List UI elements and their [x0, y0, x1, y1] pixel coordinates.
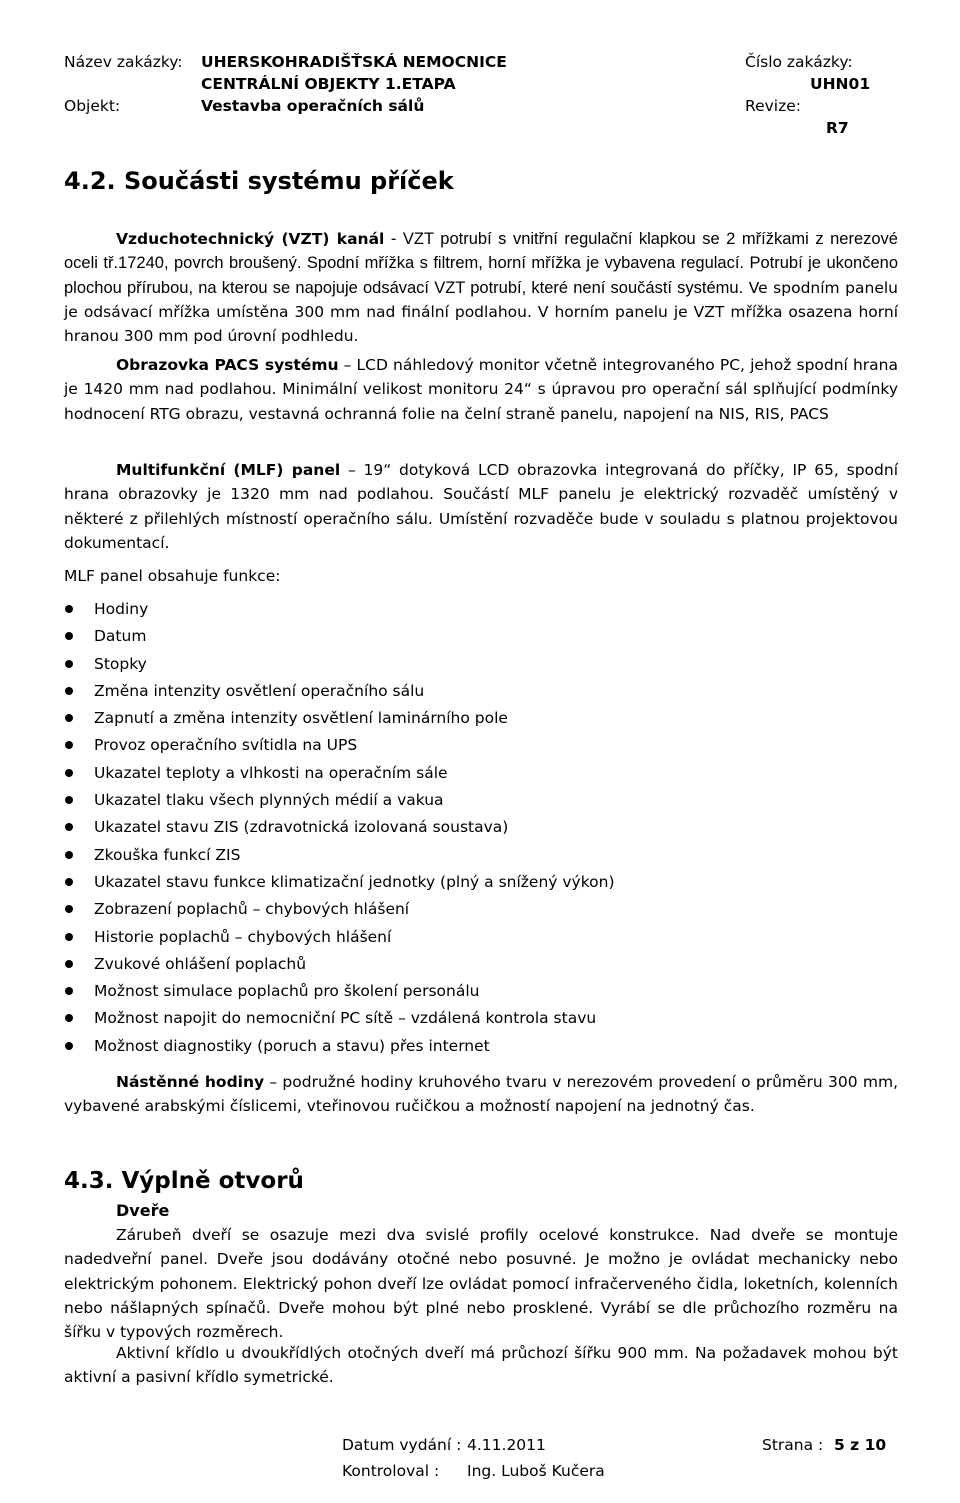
object-label: Objekt:: [64, 97, 121, 115]
doors-paragraph-2: [64, 1341, 898, 1390]
pacs-paragraph: [64, 353, 898, 426]
functions-intro: MLF panel obsahuje funkce:: [64, 567, 281, 585]
vzt-text-2: Ve spodním panelu je odsávací mřížka umístěna 300 mm nad finální podlahou. V horním panelu je VZT mřížka osazena horní hranou 300 mm pod úrovní podhledu.: [64, 278, 898, 346]
project-label: Název zakázky:: [64, 53, 183, 71]
list-item: Zobrazení poplachů – chybových hlášení: [64, 897, 615, 924]
functions-list: [64, 597, 615, 1061]
list-item: Ukazatel tlaku všech plynných médií a vakua: [64, 788, 615, 815]
doors-paragraph-1: [64, 1223, 898, 1344]
section-4-3-heading: 4.3. Výplně otvorů: [64, 1168, 304, 1194]
object-name: Vestavba operačních sálů: [201, 97, 425, 115]
project-number-label: Číslo zakázky:: [745, 53, 853, 71]
list-item: Možnost napojit do nemocniční PC sítě – vzdálená kontrola stavu: [64, 1006, 615, 1033]
project-name-line-1: UHERSKOHRADIŠŤSKÁ NEMOCNICE: [201, 53, 507, 71]
doors-subheading: Dveře: [116, 1201, 170, 1220]
list-item: Stopky: [64, 652, 615, 679]
list-item: Ukazatel stavu funkce klimatizační jednotky (plný a snížený výkon): [64, 870, 615, 897]
list-item: Možnost simulace poplachů pro školení personálu: [64, 979, 615, 1006]
clock-text: – podružné hodiny kruhového tvaru v nerezovém provedení o průměru 300 mm, vybavené arabskými číslicemi, vteřinovou ručičkou a možností napojení na jednotný čas.: [64, 1073, 898, 1116]
list-item: Hodiny: [64, 597, 615, 624]
clock-paragraph: [64, 1070, 898, 1119]
checked-by-value: Ing. Luboš Kučera: [467, 1462, 605, 1480]
project-name-line-2: CENTRÁLNÍ OBJEKTY 1.ETAPA: [201, 75, 456, 93]
list-item: Zkouška funkcí ZIS: [64, 843, 615, 870]
doors-text-1: Zárubeň dveří se osazuje mezi dva svislé profily ocelové konstrukce. Nad dveře se montuje nadedveřní panel. Dveře jsou dodávány otočné nebo posuvné. Je možno je ovládat mechanicky nebo elektrickým pohonem. Elektrický pohon dveří lze ovládat pomocí infračerveného čidla, loketních, kolenních nebo nášlapných spínačů. Dveře mohou být plné nebo prosklené. Vyrábí se dle průchozího rozměru na šířku v typových rozměrech.: [64, 1226, 898, 1342]
vzt-paragraph: [64, 227, 898, 348]
list-item: Ukazatel teploty a vlhkosti na operačním sále: [64, 761, 615, 788]
vzt-title: Vzduchotechnický (VZT) kanál: [116, 230, 385, 248]
section-4-2-heading: 4.2. Součásti systému příček: [64, 167, 454, 195]
list-item: Zvukové ohlášení poplachů: [64, 952, 615, 979]
revision-label: Revize:: [745, 97, 801, 115]
list-item: Možnost diagnostiky (poruch a stavu) přes internet: [64, 1034, 615, 1061]
vzt-text-1: - VZT potrubí s vnitřní regulační klapkou se 2 mřížkami z nerezové oceli tř.17240, povrch broušený. Spodní mřížka s filtrem, horní mřížka je vybavena regulací. Potrubí je ukončeno plochou přírubou, na kterou se napojuje odsávací VZT potrubí, které není součástí systému.: [64, 230, 898, 297]
list-item: Datum: [64, 624, 615, 651]
pacs-text: – LCD náhledový monitor včetně integrovaného PC, jehož spodní hrana je 1420 mm nad podlahou. Minimální velikost monitoru 24“ s úpravou pro operační sál splňující podmínky hodnocení RTG obrazu, vestavná ochranná folie na čelní straně panelu, napojení na NIS, RIS, PACS: [64, 356, 898, 423]
issue-date-label: Datum vydání :: [342, 1436, 462, 1454]
list-item: Změna intenzity osvětlení operačního sálu: [64, 679, 615, 706]
doors-text-2: Aktivní křídlo u dvoukřídlých otočných dveří má průchozí šířku 900 mm. Na požadavek mohou být aktivní a pasivní křídlo symetrické.: [64, 1344, 898, 1387]
issue-date-value: 4.11.2011: [467, 1436, 546, 1454]
pacs-title: Obrazovka PACS systému: [116, 356, 339, 374]
revision-value: R7: [826, 119, 849, 137]
mlf-paragraph: [64, 458, 898, 555]
list-item: Provoz operačního svítidla na UPS: [64, 733, 615, 760]
list-item: Historie poplachů – chybových hlášení: [64, 925, 615, 952]
list-item: Zapnutí a změna intenzity osvětlení laminárního pole: [64, 706, 615, 733]
list-item: Ukazatel stavu ZIS (zdravotnická izolovaná soustava): [64, 815, 615, 842]
page-label: Strana :: [762, 1436, 824, 1454]
page-value: 5 z 10: [834, 1436, 887, 1454]
project-number-value: UHN01: [810, 75, 871, 93]
mlf-text: – 19“ dotyková LCD obrazovka integrovaná do příčky, IP 65, spodní hrana obrazovky je 1320 mm nad podlahou. Součástí MLF panelu je elektrický rozvaděč umístěný v některé z přilehlých místností operačního sálu. Umístění rozvaděče bude v souladu s platnou projektovou dokumentací.: [64, 461, 899, 552]
mlf-title: Multifunkční (MLF) panel: [116, 461, 341, 479]
clock-title: Nástěnné hodiny: [116, 1073, 265, 1091]
checked-by-label: Kontroloval :: [342, 1462, 440, 1480]
